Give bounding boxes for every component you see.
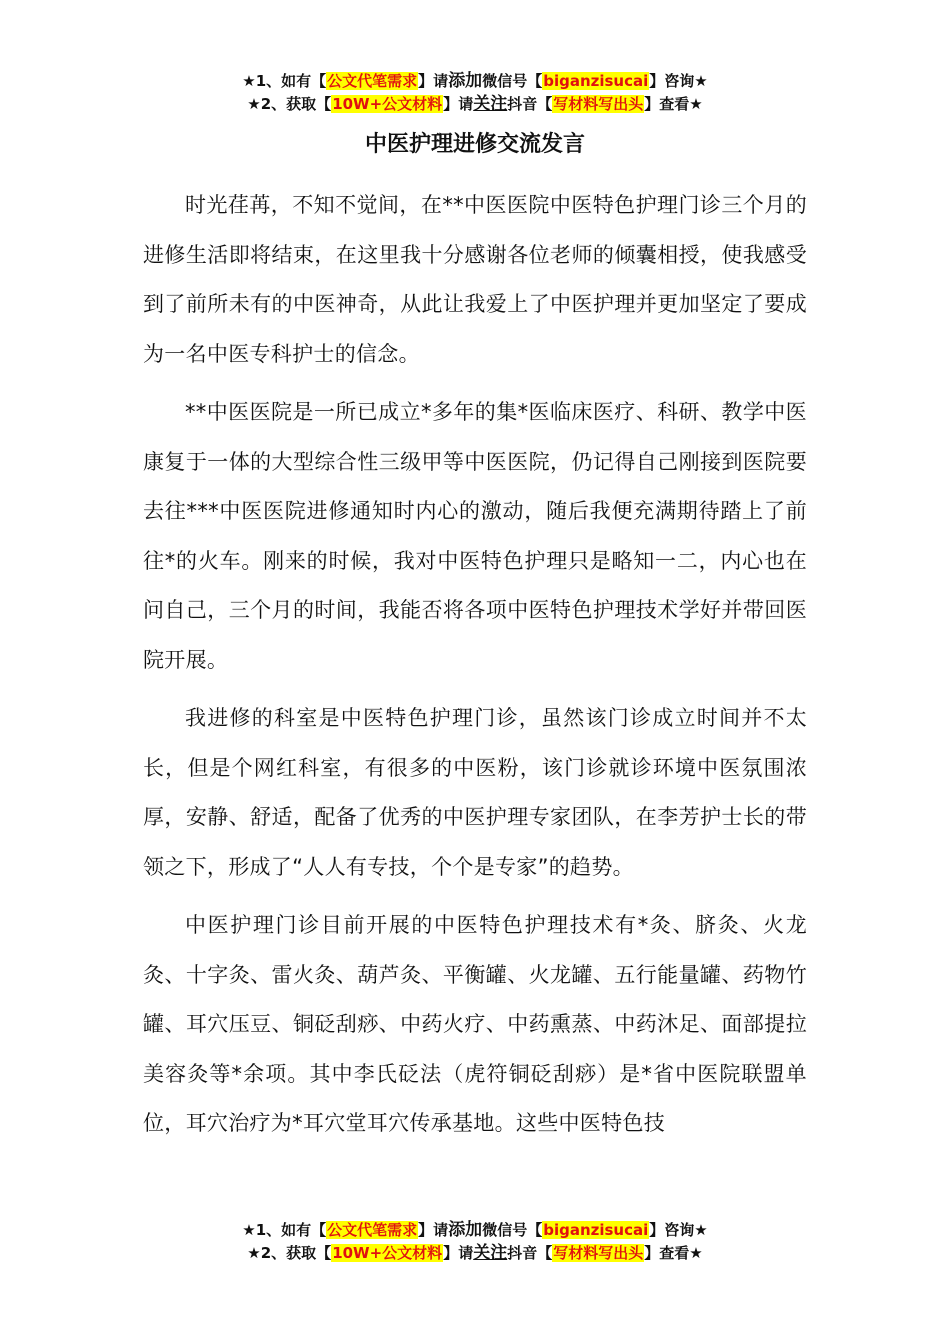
paragraph-3: 我进修的科室是中医特色护理门诊，虽然该门诊成立时间并不太长，但是个网红科室，有很多的中医粉，该门诊就诊环境中医氛围浓厚，安静、舒适，配备了优秀的中医护理专家团队，在李芳护士长的带领之下，形成了“人人有专技，个个是专家”的趋势。: [143, 706, 807, 879]
footer-highlight-douyin: 写材料写出头: [553, 1244, 644, 1262]
document-body: [143, 181, 807, 1158]
document-title: 中医护理进修交流发言: [364, 132, 585, 157]
banner-line-2: ★2、获取【10W+公文材料】请关注抖音【写材料写出头】查看★: [247, 94, 703, 114]
footer-highlight-service: 公文代笔需求: [327, 1221, 418, 1239]
banner-highlight-douyin: 写材料写出头: [553, 95, 644, 113]
banner-highlight-wechat-id: biganzisucai: [543, 72, 649, 90]
banner-highlight-materials: 10W+公文材料: [332, 95, 443, 113]
paragraph-2: **中医医院是一所已成立*多年的集*医临床医疗、科研、教学中医康复于一体的大型综合性三级甲等中医医院，仍记得自己刚接到医院要去往***中医医院进修通知时内心的激动，随后我便充满期待踏上了前往*的火车。刚来的时候，我对中医特色护理只是略知一二，内心也在问自己，三个月的时间，我能否将各项中医特色护理技术学好并带回医院开展。: [143, 400, 807, 672]
footer-highlight-materials: 10W+公文材料: [332, 1244, 443, 1262]
footer-banner: [0, 1219, 950, 1265]
header-banner: [0, 70, 950, 116]
banner-highlight-service: 公文代笔需求: [327, 72, 418, 90]
paragraph-4: 中医护理门诊目前开展的中医特色护理技术有*灸、脐灸、火龙灸、十字灸、雷火灸、葫芦灸、平衡罐、火龙罐、五行能量罐、药物竹罐、耳穴压豆、铜砭刮痧、中药火疗、中药熏蒸、中药沐足、面部提拉美容灸等*余项。其中李氏砭法（虎符铜砭刮痧）是*省中医院联盟单位，耳穴治疗为*耳穴堂耳穴传承基地。这些中医特色技: [143, 913, 807, 1135]
footer-highlight-wechat-id: biganzisucai: [543, 1221, 649, 1239]
paragraph-1: 时光荏苒，不知不觉间，在**中医医院中医特色护理门诊三个月的进修生活即将结束，在这里我十分感谢各位老师的倾囊相授，使我感受到了前所未有的中医神奇，从此让我爱上了中医护理并更加坚定了要成为一名中医专科护士的信念。: [143, 193, 807, 366]
footer-line-1: ★1、如有【公文代笔需求】请添加微信号【biganzisucai】咨询★: [242, 1220, 708, 1240]
banner-line-1: ★1、如有【公文代笔需求】请添加微信号【biganzisucai】咨询★: [242, 71, 708, 91]
footer-line-2: ★2、获取【10W+公文材料】请关注抖音【写材料写出头】查看★: [247, 1243, 703, 1263]
